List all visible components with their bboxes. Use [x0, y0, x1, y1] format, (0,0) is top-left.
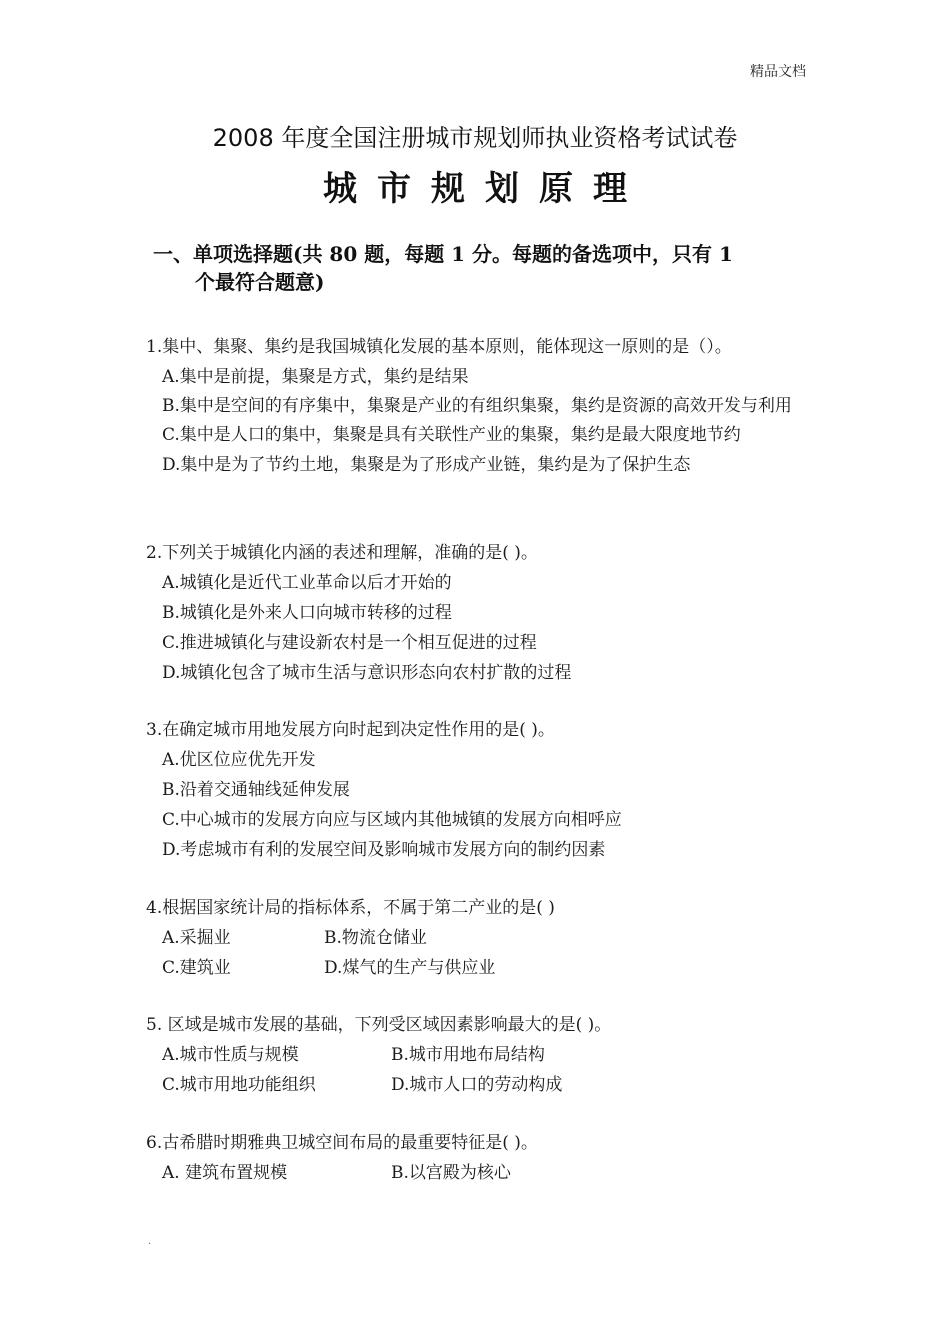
question-stem: 1.集中、集聚、集约是我国城镇化发展的基本原则，能体现这一原则的是（）。 — [146, 337, 732, 357]
section-heading-line1: 一、单项选择题(共 80 题，每题 1 分。每题的备选项中，只有 1 — [153, 242, 733, 266]
question-4 — [146, 893, 826, 983]
option-row — [162, 923, 826, 953]
option-a: A.城镇化是近代工业革命以后才开始的 — [162, 573, 452, 593]
document-tag: 精品文档 — [750, 64, 806, 80]
option-a: A.优区位应优先开发 — [162, 750, 316, 770]
question-stem: 5. 区域是城市发展的基础，下列受区域因素影响最大的是( )。 — [146, 1015, 612, 1035]
question-1 — [146, 332, 826, 480]
option-row — [162, 953, 826, 983]
option-d: D.煤气的生产与供应业 — [324, 958, 496, 978]
question-stem: 3.在确定城市用地发展方向时起到决定性作用的是( )。 — [146, 720, 555, 740]
option-row — [162, 1070, 826, 1100]
question-2 — [146, 538, 826, 688]
option-a: A.采掘业 — [162, 928, 231, 948]
subject-title: 城市规划原理 — [323, 169, 647, 209]
footer-mark: . — [148, 1236, 152, 1247]
question-stem: 6.古希腊时期雅典卫城空间布局的最重要特征是( )。 — [146, 1133, 538, 1153]
option-d: D.考虑城市有利的发展空间及影响城市发展方向的制约因素 — [162, 840, 606, 860]
section-heading — [153, 240, 833, 296]
option-d: D.集中是为了节约土地，集聚是为了形成产业链，集约是为了保护生态 — [162, 455, 691, 475]
section-heading-line2: 个最符合题意) — [195, 270, 325, 294]
option-c: C.集中是人口的集中，集聚是具有关联性产业的集聚，集约是最大限度地节约 — [162, 425, 741, 445]
option-d: D.城市人口的劳动构成 — [391, 1075, 563, 1095]
option-b: B.城镇化是外来人口向城市转移的过程 — [162, 603, 452, 623]
option-row — [162, 1158, 826, 1188]
option-b: B.物流仓储业 — [324, 928, 427, 948]
question-stem: 4.根据国家统计局的指标体系，不属于第二产业的是( ) — [146, 898, 555, 918]
option-b: B.城市用地布局结构 — [391, 1045, 545, 1065]
option-c: C.城市用地功能组织 — [162, 1075, 316, 1095]
option-a: A.城市性质与规模 — [162, 1045, 299, 1065]
exam-title: 2008 年度全国注册城市规划师执业资格考试试卷 — [212, 124, 738, 152]
option-b: B.以宫殿为核心 — [391, 1163, 511, 1183]
option-a: A.集中是前提，集聚是方式，集约是结果 — [162, 367, 469, 387]
option-row — [162, 1040, 826, 1070]
question-6 — [146, 1128, 826, 1188]
option-d: D.城镇化包含了城市生活与意识形态向农村扩散的过程 — [162, 663, 572, 683]
option-b: B.沿着交通轴线延伸发展 — [162, 780, 350, 800]
option-c: C.中心城市的发展方向应与区域内其他城镇的发展方向相呼应 — [162, 810, 622, 830]
option-c: C.推进城镇化与建设新农村是一个相互促进的过程 — [162, 633, 537, 653]
option-a: A. 建筑布置规模 — [162, 1163, 288, 1183]
option-b: B.集中是空间的有序集中，集聚是产业的有组织集聚，集约是资源的高效开发与利用 — [162, 396, 792, 416]
question-stem: 2.下列关于城镇化内涵的表述和理解，准确的是( )。 — [146, 543, 538, 563]
question-5 — [146, 1010, 826, 1100]
question-3 — [146, 715, 826, 865]
option-c: C.建筑业 — [162, 958, 231, 978]
